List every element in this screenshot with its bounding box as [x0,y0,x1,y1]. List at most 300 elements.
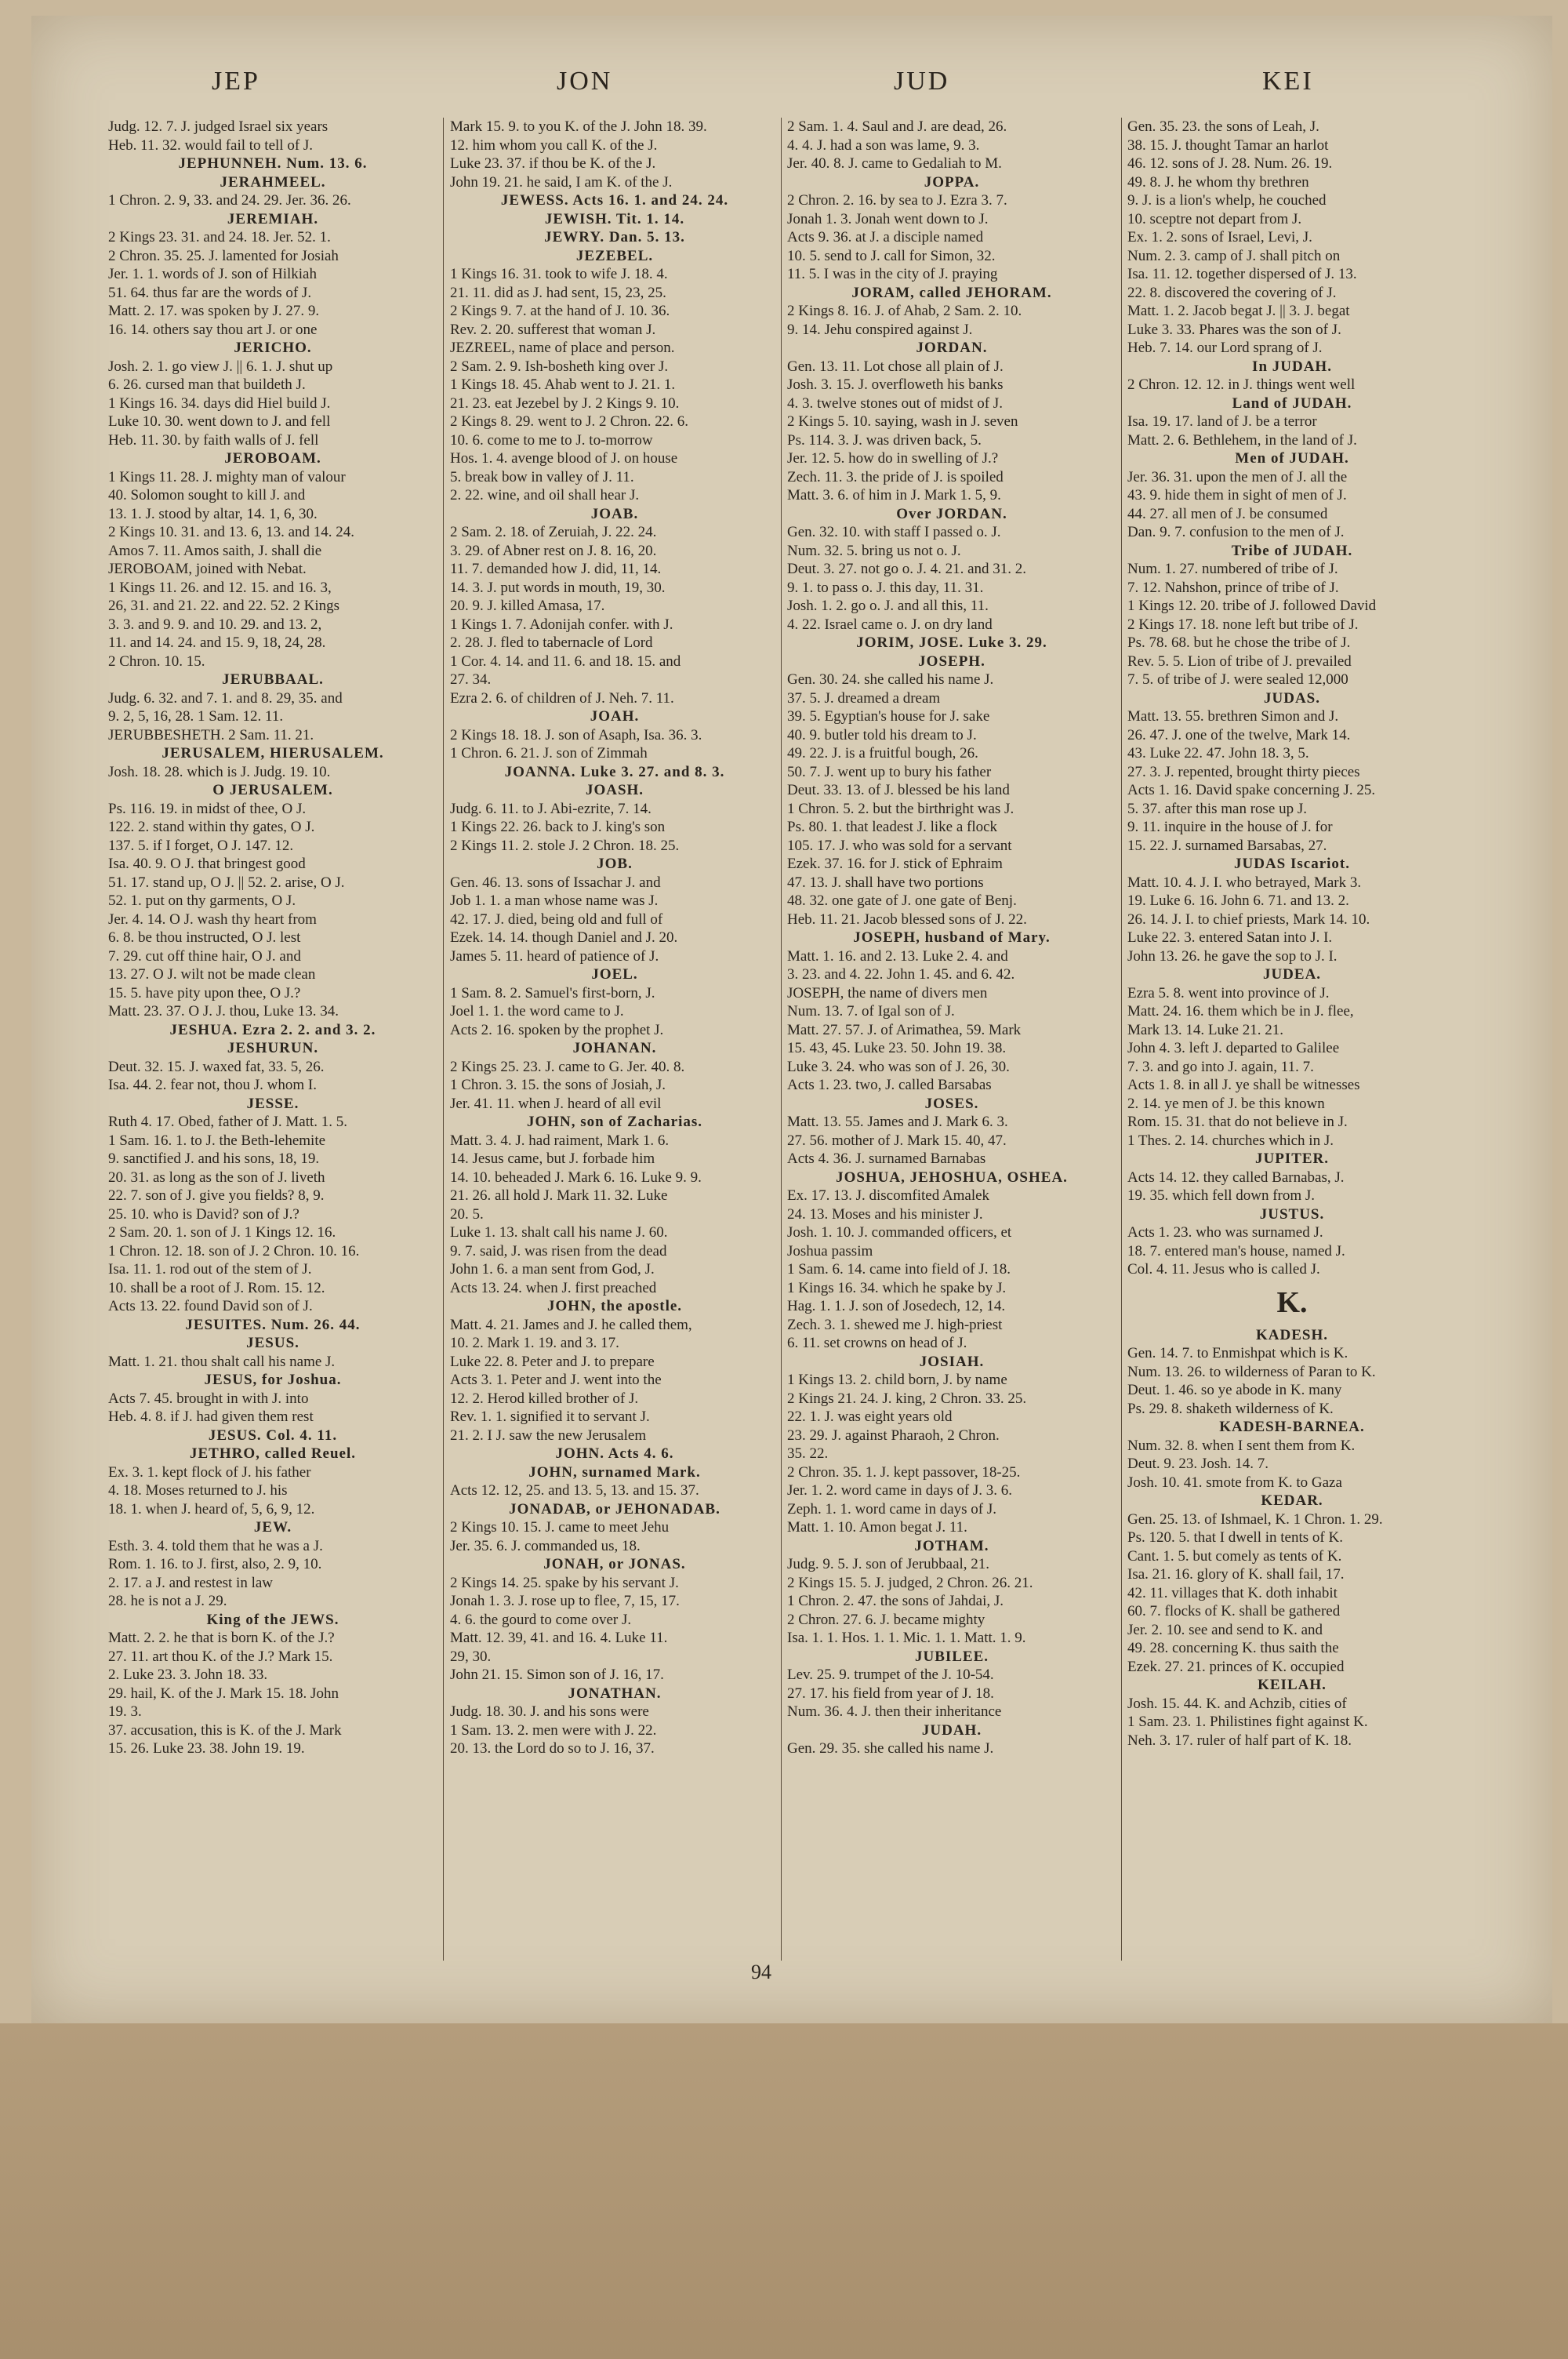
entry-line: 9. sanctified J. and his sons, 18, 19. [108,1150,320,1167]
entry-line: Acts 1. 16. David spake concerning J. 25. [1127,782,1376,798]
entry-line: 1 Sam. 6. 14. came into field of J. 18. [787,1261,1011,1278]
entry-line: Josh. 15. 44. K. and Achzib, cities of [1127,1695,1347,1712]
entry-heading: KEILAH. [1258,1677,1327,1693]
entry-line: 2 Kings 10. 15. J. came to meet Jehu [450,1519,670,1536]
entry-line: 7. 5. of tribe of J. were sealed 12,000 [1127,671,1348,688]
entry-heading: JESHURUN. [227,1040,319,1056]
page-background [0,2023,1568,2359]
entry-line: 27. 34. [450,671,492,688]
entry-line: 2. Luke 23. 3. John 18. 33. [108,1667,268,1683]
entry-heading: JONADAB, or JEHONADAB. [509,1500,720,1518]
entry-line: Acts 2. 16. spoken by the prophet J. [450,1021,664,1038]
entry-line: 18. 7. entered man's house, named J. [1127,1242,1345,1259]
entry-line: 20. 5. [450,1205,484,1223]
entry-heading: JEROBOAM. [224,450,321,467]
entry-line: Matt. 27. 57. J. of Arimathea, 59. Mark [787,1021,1022,1038]
entry-line: Zeph. 1. 1. word came in days of J. [787,1500,996,1518]
entry-line: Jer. 41. 11. when J. heard of all evil [450,1095,662,1112]
entry-heading: JOASH. [585,782,644,798]
column-rule [1121,118,1122,1961]
entry-line: 15. 43, 45. Luke 23. 50. John 19. 38. [787,1040,1007,1056]
entry-line: 19. 35. which fell down from J. [1127,1187,1316,1204]
entry-line: 27. 3. J. repented, brought thirty pieces [1127,763,1360,780]
entry-line: Matt. 24. 16. them which be in J. flee, [1127,1003,1354,1020]
entry-line: Lev. 25. 9. trumpet of the J. 10-54. [787,1667,994,1683]
entry-line: Gen. 25. 13. of Ishmael, K. 1 Chron. 1. 29. [1127,1510,1383,1528]
entry-line: 2 Chron. 10. 15. [108,652,205,670]
entry-line: 35. 22. [787,1445,829,1462]
entry-line: Matt. 3. 6. of him in J. Mark 1. 5, 9. [787,487,1001,503]
entry-heading: Tribe of JUDAH. [1231,542,1353,559]
entry-line: Ps. 29. 8. shaketh wilderness of K. [1127,1400,1334,1417]
entry-heading: JERUBBAAL. [222,671,324,688]
entry-heading: Men of JUDAH. [1235,450,1349,467]
entry-line: Dan. 9. 7. confusion to the men of J. [1127,524,1345,540]
entry-line: Ps. 114. 3. J. was driven back, 5. [787,431,982,449]
entry-heading: JEWESS. Acts 16. 1. and 24. 24. [500,192,729,209]
entry-line: 2 Kings 17. 18. none left but tribe of J. [1127,616,1359,633]
entry-line: Judg. 9. 5. J. son of Jerubbaal, 21. [787,1556,990,1572]
entry-heading: JUDAH. [921,1721,982,1739]
entry-heading: JOHN, son of Zacharias. [526,1114,703,1130]
entry-line: 2 Chron. 2. 16. by sea to J. Ezra 3. 7. [787,192,1007,209]
entry-line: 10. shall be a root of J. Rom. 15. 12. [108,1279,325,1296]
entry-line: 1 Sam. 8. 2. Samuel's first-born, J. [450,984,655,1001]
entry-line: 52. 1. put on thy garments, O J. [108,892,296,909]
entry-line: 7. 12. Nahshon, prince of tribe of J. [1127,579,1339,596]
entry-line: 14. 10. beheaded J. Mark 6. 16. Luke 9. 9. [450,1169,702,1186]
entry-line: 2 Kings 8. 29. went to J. 2 Chron. 22. 6. [450,413,688,430]
entry-line: Acts 3. 1. Peter and J. went into the [450,1372,662,1388]
entry-line: 1 Chron. 3. 15. the sons of Josiah, J. [450,1077,666,1093]
entry-line: 12. him whom you call K. of the J. [450,136,658,154]
entry-line: Matt. 13. 55. brethren Simon and J. [1127,708,1339,725]
entry-line: 4. 3. twelve stones out of midst of J. [787,394,1003,412]
entry-line: Jer. 12. 5. how do in swelling of J.? [787,450,999,467]
entry-line: 21. 11. did as J. had sent, 15, 23, 25. [450,284,666,301]
entry-line: Acts 7. 45. brought in with J. into [108,1390,309,1407]
entry-heading: JOANNA. Luke 3. 27. and 8. 3. [504,763,725,780]
entry-line: 1 Sam. 16. 1. to J. the Beth-lehemite [108,1132,326,1149]
entry-line: 21. 23. eat Jezebel by J. 2 Kings 9. 10. [450,394,680,412]
entry-heading: JERUSALEM, HIERUSALEM. [162,745,384,761]
entry-line: Ezra 2. 6. of children of J. Neh. 7. 11. [450,689,674,707]
entry-line: Zech. 11. 3. the pride of J. is spoiled [787,468,1004,485]
entry-heading: JESSE. [246,1095,299,1112]
entry-line: Deut. 9. 23. Josh. 14. 7. [1127,1456,1269,1472]
entry-line: Ruth 4. 17. Obed, father of J. Matt. 1. 5. [108,1114,348,1130]
entry-heading: JEWISH. Tit. 1. 14. [544,210,685,227]
entry-line: 37. accusation, this is K. of the J. Mark [108,1721,342,1739]
entry-line: Isa. 11. 1. rod out of the stem of J. [108,1261,312,1278]
entry-line: 14. Jesus came, but J. forbade him [450,1150,655,1167]
entry-line: 24. 13. Moses and his minister J. [787,1205,983,1223]
entry-line: 22. 1. J. was eight years old [787,1408,953,1425]
entry-line: 42. 11. villages that K. doth inhabit [1127,1584,1338,1601]
entry-heading: JOSEPH. [918,652,985,670]
entry-line: Judg. 6. 11. to J. Abi-ezrite, 7. 14. [450,800,652,817]
entry-line: 2. 17. a J. and restest in law [108,1574,274,1591]
entry-line: Luke 1. 13. shalt call his name J. 60. [450,1224,668,1241]
entry-line: 10. 6. come to me to J. to-morrow [450,431,653,449]
entry-heading: JESUS, for Joshua. [204,1372,342,1388]
entry-line: 1 Chron. 12. 18. son of J. 2 Chron. 10. 16. [108,1242,360,1259]
entry-line: 13. 27. O J. wilt not be made clean [108,966,316,983]
entry-line: 2 Sam. 2. 18. of Zeruiah, J. 22. 24. [450,524,657,540]
entry-line: Acts 14. 12. they called Barnabas, J. [1127,1169,1345,1186]
entry-line: 2. 22. wine, and oil shall hear J. [450,487,640,503]
entry-line: 6. 8. be thou instructed, O J. lest [108,929,301,946]
column-3 [787,118,1116,1758]
entry-heading: In JUDAH. [1252,358,1332,375]
entry-line: 27. 17. his field from year of J. 18. [787,1685,994,1702]
entry-line: Josh. 2. 1. go view J. || 6. 1. J. shut up [108,358,333,375]
entry-line: Acts 1. 23. two, J. called Barsabas [787,1077,992,1093]
entry-line: Josh. 3. 15. J. overfloweth his banks [787,376,1004,393]
running-headers [110,67,1458,106]
entry-heading: JOHANAN. [572,1040,657,1056]
entry-line: 27. 11. art thou K. of the J.? Mark 15. [108,1648,333,1665]
entry-line: Col. 4. 11. Jesus who is called J. [1127,1261,1320,1278]
entry-line: 9. 1. to pass o. J. this day, 11. 31. [787,579,984,596]
entry-line: 2 Chron. 35. 1. J. kept passover, 18-25. [787,1463,1021,1481]
entry-heading: KEDAR. [1261,1492,1323,1509]
entry-heading: JUPITER. [1254,1150,1330,1167]
entry-line: James 5. 11. heard of patience of J. [450,947,659,965]
entry-line: 19. Luke 6. 16. John 6. 71. and 13. 2. [1127,892,1349,909]
entry-line: 137. 5. if I forget, O J. 147. 12. [108,837,294,854]
entry-line: Joshua passim [787,1242,873,1259]
entry-line: 2 Kings 25. 23. J. came to G. Jer. 40. 8. [450,1058,685,1075]
entry-line: 3. 23. and 4. 22. John 1. 45. and 6. 42. [787,966,1015,983]
entry-line: Hag. 1. 1. J. son of Josedech, 12, 14. [787,1298,1006,1314]
entry-heading: JESUS. Col. 4. 11. [208,1427,338,1444]
entry-line: 1 Kings 1. 7. Adonijah confer. with J. [450,616,673,633]
entry-line: 23. 29. J. against Pharaoh, 2 Chron. [787,1427,1000,1444]
entry-line: 12. 2. Herod killed brother of J. [450,1390,639,1407]
entry-line: Luke 3. 24. who was son of J. 26, 30. [787,1058,1010,1075]
entry-line: Matt. 12. 39, 41. and 16. 4. Luke 11. [450,1630,668,1646]
entry-line: 1 Kings 16. 31. took to wife J. 18. 4. [450,266,668,282]
entry-line: 2 Kings 18. 18. J. son of Asaph, Isa. 36. 3. [450,726,702,743]
entry-heading: JOSEPH, husband of Mary. [853,929,1051,946]
entry-heading: JOSES. [924,1095,979,1112]
entry-line: 9. 7. said, J. was risen from the dead [450,1242,667,1259]
entry-line: Heb. 11. 30. by faith walls of J. fell [108,431,319,449]
entry-line: 2. 14. ye men of J. be this known [1127,1095,1325,1112]
entry-line: Num. 32. 5. bring us not o. J. [787,542,961,559]
entry-line: 1 Chron. 2. 9, 33. and 24. 29. Jer. 36. 26. [108,192,351,209]
entry-line: 15. 22. J. surnamed Barsabas, 27. [1127,837,1327,854]
entry-line: Isa. 21. 16. glory of K. shall fail, 17. [1127,1566,1345,1583]
entry-line: Matt. 13. 55. James and J. Mark 6. 3. [787,1114,1008,1130]
entry-line: Luke 22. 8. Peter and J. to prepare [450,1353,655,1370]
entry-line: Deut. 3. 27. not go o. J. 4. 21. and 31. 2. [787,561,1027,577]
entry-line: 40. 9. butler told his dream to J. [787,726,977,743]
entry-heading: JOSHUA, JEHOSHUA, OSHEA. [836,1169,1068,1186]
entry-line: 60. 7. flocks of K. shall be gathered [1127,1603,1341,1619]
entry-line: 6. 11. set crowns on head of J. [787,1335,967,1351]
entry-heading: JUDAS Iscariot. [1234,856,1350,872]
entry-line: 2. 28. J. fled to tabernacle of Lord [450,634,653,651]
entry-line: 2 Kings 23. 31. and 24. 18. Jer. 52. 1. [108,229,331,245]
entry-line: 2 Sam. 1. 4. Saul and J. are dead, 26. [787,118,1007,135]
entry-line: 47. 13. J. shall have two portions [787,874,984,891]
entry-line: 46. 12. sons of J. 28. Num. 26. 19. [1127,155,1333,172]
column-1 [108,118,437,1758]
entry-line: 105. 17. J. who was sold for a servant [787,837,1012,854]
entry-line: Hos. 1. 4. avenge blood of J. on house [450,450,678,467]
entry-line: Isa. 40. 9. O J. that bringest good [108,856,306,872]
entry-line: Acts 13. 24. when J. first preached [450,1279,657,1296]
entry-line: 25. 10. who is David? son of J.? [108,1205,299,1223]
entry-line: Num. 36. 4. J. then their inheritance [787,1703,1002,1720]
entry-line: Ps. 116. 19. in midst of thee, O J. [108,800,307,817]
entry-line: 11. 7. demanded how J. did, 11, 14. [450,561,662,577]
entry-line: 48. 32. one gate of J. one gate of Benj. [787,892,1017,909]
entry-heading: JEZEBEL. [575,247,654,264]
entry-line: John 19. 21. he said, I am K. of the J. [450,173,673,191]
entry-line: 15. 5. have pity upon thee, O J.? [108,984,301,1001]
entry-line: 2 Sam. 20. 1. son of J. 1 Kings 12. 16. [108,1224,336,1241]
entry-line: Gen. 14. 7. to Enmishpat which is K. [1127,1345,1348,1361]
entry-line: 9. 11. inquire in the house of J. for [1127,819,1333,835]
entry-line: 26. 47. J. one of the twelve, Mark 14. [1127,726,1351,743]
entry-line: Ps. 120. 5. that I dwell in tents of K. [1127,1529,1343,1546]
entry-heading: JUSTUS. [1259,1205,1325,1223]
entry-line: 14. 3. J. put words in mouth, 19, 30. [450,579,666,596]
running-head-1: JEP [212,67,260,96]
entry-line: Matt. 10. 4. J. I. who betrayed, Mark 3. [1127,874,1362,891]
entry-line: Gen. 13. 11. Lot chose all plain of J. [787,358,1004,375]
entry-line: Matt. 2. 6. Bethlehem, in the land of J. [1127,431,1357,449]
entry-line: Acts 9. 36. at J. a disciple named [787,229,984,245]
entry-line: 22. 8. discovered the covering of J. [1127,284,1337,301]
entry-line: 7. 3. and go into J. again, 11. 7. [1127,1058,1314,1075]
entry-heading: JUDEA. [1262,966,1322,983]
entry-heading: JOAB. [590,505,639,522]
entry-line: 43. 9. hide them in sight of men of J. [1127,487,1347,503]
entry-line: Isa. 44. 2. fear not, thou J. whom I. [108,1077,317,1093]
entry-line: 37. 5. J. dreamed a dream [787,689,941,707]
section-letter: K. [1276,1285,1308,1319]
entry-heading: JOPPA. [924,173,980,191]
entry-line: Matt. 1. 16. and 2. 13. Luke 2. 4. and [787,947,1008,965]
entry-heading: King of the JEWS. [206,1611,339,1628]
entry-line: 2 Kings 8. 16. J. of Ahab, 2 Sam. 2. 10. [787,303,1022,319]
entry-line: Ps. 80. 1. that leadest J. like a flock [787,819,998,835]
entry-line: 1 Kings 11. 26. and 12. 15. and 16. 3, [108,579,332,596]
entry-line: Jer. 4. 14. O J. wash thy heart from [108,911,317,928]
entry-line: Luke 10. 30. went down to J. and fell [108,413,331,430]
entry-line: 1 Kings 16. 34. days did Hiel build J. [108,394,331,412]
entry-line: 2 Kings 21. 24. J. king, 2 Chron. 33. 25. [787,1390,1027,1407]
entry-line: 22. 7. son of J. give you fields? 8, 9. [108,1187,325,1204]
entry-line: 21. 2. I J. saw the new Jerusalem [450,1427,647,1444]
entry-line: 4. 6. the gourd to come over J. [450,1611,632,1628]
entry-line: Jer. 40. 8. J. came to Gedaliah to M. [787,155,1002,172]
entry-line: 10. 5. send to J. call for Simon, 32. [787,247,996,264]
entry-line: 11. 5. I was in the city of J. praying [787,266,998,282]
entry-line: 1 Cor. 4. 14. and 11. 6. and 18. 15. and [450,652,681,670]
entry-line: 18. 1. when J. heard of, 5, 6, 9, 12. [108,1500,315,1518]
entry-heading: JOB. [597,856,633,872]
entry-line: 1 Sam. 13. 2. men were with J. 22. [450,1721,657,1739]
entry-line: 9. 14. Jehu conspired against J. [787,321,973,338]
entry-line: Matt. 2. 2. he that is born K. of the J.? [108,1630,335,1646]
entry-line: 49. 8. J. he whom thy brethren [1127,173,1309,191]
entry-line: 4. 4. J. had a son was lame, 9. 3. [787,136,980,154]
entry-line: Ezra 5. 8. went into province of J. [1127,984,1330,1001]
entry-line: Matt. 2. 17. was spoken by J. 27. 9. [108,303,320,319]
entry-line: 50. 7. J. went up to bury his father [787,763,992,780]
entry-line: 2 Kings 5. 10. saying, wash in J. seven [787,413,1018,430]
entry-line: Jer. 36. 31. upon the men of J. all the [1127,468,1348,485]
entry-line: Acts 4. 36. J. surnamed Barnabas [787,1150,986,1167]
entry-line: 9. J. is a lion's whelp, he couched [1127,192,1327,209]
entry-line: Deut. 32. 15. J. waxed fat, 33. 5, 26. [108,1058,325,1075]
entry-line: 2 Kings 11. 2. stole J. 2 Chron. 18. 25. [450,837,680,854]
entry-line: Matt. 1. 2. Jacob begat J. || 3. J. begat [1127,303,1350,319]
entry-line: Jer. 1. 2. word came in days of J. 3. 6. [787,1482,1013,1499]
running-head-3: JUD [894,67,950,96]
entry-line: Rev. 2. 20. sufferest that woman J. [450,321,656,338]
entry-heading: JERICHO. [234,340,312,356]
entry-heading: JOAH. [590,708,640,725]
entry-line: 51. 64. thus far are the words of J. [108,284,312,301]
entry-line: 27. 56. mother of J. Mark 15. 40, 47. [787,1132,1007,1149]
entry-line: Rev. 5. 5. Lion of tribe of J. prevailed [1127,652,1352,670]
entry-line: 1 Chron. 6. 21. J. son of Zimmah [450,745,648,761]
entry-line: 1 Sam. 23. 1. Philistines fight against K. [1127,1714,1368,1730]
entry-line: John 13. 26. he gave the sop to J. I. [1127,947,1338,965]
entry-line: Acts 1. 23. who was surnamed J. [1127,1224,1323,1241]
entry-heading: JONATHAN. [568,1685,662,1702]
page-number: 94 [751,1961,771,1983]
entry-line: 49. 28. concerning K. thus saith the [1127,1640,1339,1656]
entry-line: JEROBOAM, joined with Nebat. [108,561,307,577]
entry-line: Jonah 1. 3. Jonah went down to J. [787,210,989,227]
entry-line: Mark 15. 9. to you K. of the J. John 18. 39. [450,118,707,135]
entry-heading: JOTHAM. [914,1537,989,1554]
entry-line: 13. 1. J. stood by altar, 14. 1, 6, 30. [108,505,318,522]
column-2 [450,118,779,1758]
entry-line: Mark 13. 14. Luke 21. 21. [1127,1021,1283,1038]
entry-line: 10. sceptre not depart from J. [1127,210,1302,227]
entry-line: 2 Kings 14. 25. spake by his servant J. [450,1574,679,1591]
entry-line: Isa. 19. 17. land of J. be a terror [1127,413,1317,430]
entry-line: Acts 12. 12, 25. and 13. 5, 13. and 15. 37. [450,1482,699,1499]
entry-heading: JERAHMEEL. [220,173,326,191]
entry-line: Gen. 29. 35. she called his name J. [787,1740,994,1757]
entry-line: Jer. 2. 10. see and send to K. and [1127,1621,1323,1638]
entry-heading: O JERUSALEM. [212,782,333,798]
entry-line: Acts 13. 22. found David son of J. [108,1298,313,1314]
entry-line: 3. 3. and 9. 9. and 10. 29. and 13. 2, [108,616,322,633]
entry-line: 2 Chron. 27. 6. J. became mighty [787,1611,985,1628]
entry-line: 7. 29. cut off thine hair, O J. and [108,947,301,965]
entry-heading: JETHRO, called Reuel. [189,1445,357,1462]
entry-heading: JEREMIAH. [227,210,319,227]
entry-line: 2 Chron. 35. 25. J. lamented for Josiah [108,247,339,264]
entry-line: Luke 3. 33. Phares was the son of J. [1127,321,1341,338]
entry-heading: JORDAN. [916,340,988,356]
entry-line: Joel 1. 1. the word came to J. [450,1003,624,1020]
entry-line: 42. 17. J. died, being old and full of [450,911,663,928]
entry-heading: JEW. [253,1519,292,1536]
entry-line: Josh. 1. 2. go o. J. and all this, 11. [787,598,989,614]
entry-line: Gen. 30. 24. she called his name J. [787,671,994,688]
entry-line: JERUBBESHETH. 2 Sam. 11. 21. [108,726,314,743]
entry-line: 20. 31. as long as the son of J. liveth [108,1169,325,1186]
entry-line: 26. 14. J. I. to chief priests, Mark 14. 10. [1127,911,1370,928]
entry-line: Jonah 1. 3. J. rose up to flee, 7, 15, 17. [450,1593,680,1609]
column-rule [443,118,444,1961]
entry-line: 5. 37. after this man rose up J. [1127,800,1308,817]
entry-line: Judg. 12. 7. J. judged Israel six years [108,118,328,135]
entry-heading: JESUITES. Num. 26. 44. [185,1316,361,1333]
entry-line: Zech. 3. 1. shewed me J. high-priest [787,1316,1003,1333]
entry-line: John 21. 15. Simon son of J. 16, 17. [450,1667,664,1683]
entry-line: 20. 13. the Lord do so to J. 16, 37. [450,1740,655,1757]
entry-line: 1 Kings 12. 20. tribe of J. followed David [1127,598,1377,614]
entry-line: 2 Chron. 12. 12. in J. things went well [1127,376,1356,393]
entry-heading: JESUS. [246,1335,299,1351]
entry-line: 2 Kings 9. 7. at the hand of J. 10. 36. [450,303,670,319]
entry-line: Gen. 35. 23. the sons of Leah, J. [1127,118,1319,135]
entry-heading: JONAH, or JONAS. [543,1556,686,1572]
entry-line: John 4. 3. left J. departed to Galilee [1127,1040,1340,1056]
entry-line: JOSEPH, the name of divers men [787,984,988,1001]
entry-line: 29, 30. [450,1648,492,1665]
entry-line: 1 Kings 16. 34. which he spake by J. [787,1279,1007,1296]
entry-line: 43. Luke 22. 47. John 18. 3, 5. [1127,745,1309,761]
entry-line: Ex. 17. 13. J. discomfited Amalek [787,1187,990,1204]
entry-line: Amos 7. 11. Amos saith, J. shall die [108,542,322,559]
entry-line: 49. 22. J. is a fruitful bough, 26. [787,745,978,761]
entry-line: Rev. 1. 1. signified it to servant J. [450,1408,650,1425]
entry-line: Heb. 11. 32. would fail to tell of J. [108,136,314,154]
entry-line: 16. 14. others say thou art J. or one [108,321,318,338]
entry-line: Gen. 46. 13. sons of Issachar J. and [450,874,661,891]
entry-line: Matt. 1. 21. thou shalt call his name J. [108,1353,336,1370]
entry-line: Judg. 18. 30. J. and his sons were [450,1703,649,1720]
entry-line: Heb. 7. 14. our Lord sprang of J. [1127,340,1323,356]
entry-heading: Over JORDAN. [896,505,1007,522]
entry-line: Neh. 3. 17. ruler of half part of K. 18. [1127,1732,1352,1749]
entry-line: JEZREEL, name of place and person. [450,340,675,356]
entry-line: 2 Kings 10. 31. and 13. 6, 13. and 14. 24. [108,524,355,540]
entry-line: 2 Sam. 2. 9. Ish-bosheth king over J. [450,358,669,375]
entry-line: 26, 31. and 21. 22. and 22. 52. 2 Kings [108,598,340,614]
entry-line: 9. 2, 5, 16, 28. 1 Sam. 12. 11. [108,708,284,725]
entry-line: 21. 26. all hold J. Mark 11. 32. Luke [450,1187,668,1204]
entry-line: 1 Kings 13. 2. child born, J. by name [787,1372,1007,1388]
entry-line: Isa. 11. 12. together dispersed of J. 13. [1127,266,1357,282]
entry-line: Ezek. 27. 21. princes of K. occupied [1127,1658,1345,1675]
entry-line: Josh. 1. 10. J. commanded officers, et [787,1224,1012,1241]
entry-line: Heb. 4. 8. if J. had given them rest [108,1408,314,1425]
entry-heading: JEWRY. Dan. 5. 13. [544,229,685,245]
entry-line: 122. 2. stand within thy gates, O J. [108,819,315,835]
entry-heading: JESHUA. Ezra 2. 2. and 3. 2. [169,1021,376,1038]
entry-line: Num. 13. 7. of Igal son of J. [787,1003,955,1020]
entry-line: 11. and 14. 24. and 15. 9, 18, 24, 28. [108,634,326,651]
entry-line: 4. 22. Israel came o. J. on dry land [787,616,993,633]
entry-line: Jer. 35. 6. J. commanded us, 18. [450,1537,641,1554]
entry-line: Cant. 1. 5. but comely as tents of K. [1127,1547,1342,1565]
entry-heading: JEPHUNNEH. Num. 13. 6. [178,155,368,172]
